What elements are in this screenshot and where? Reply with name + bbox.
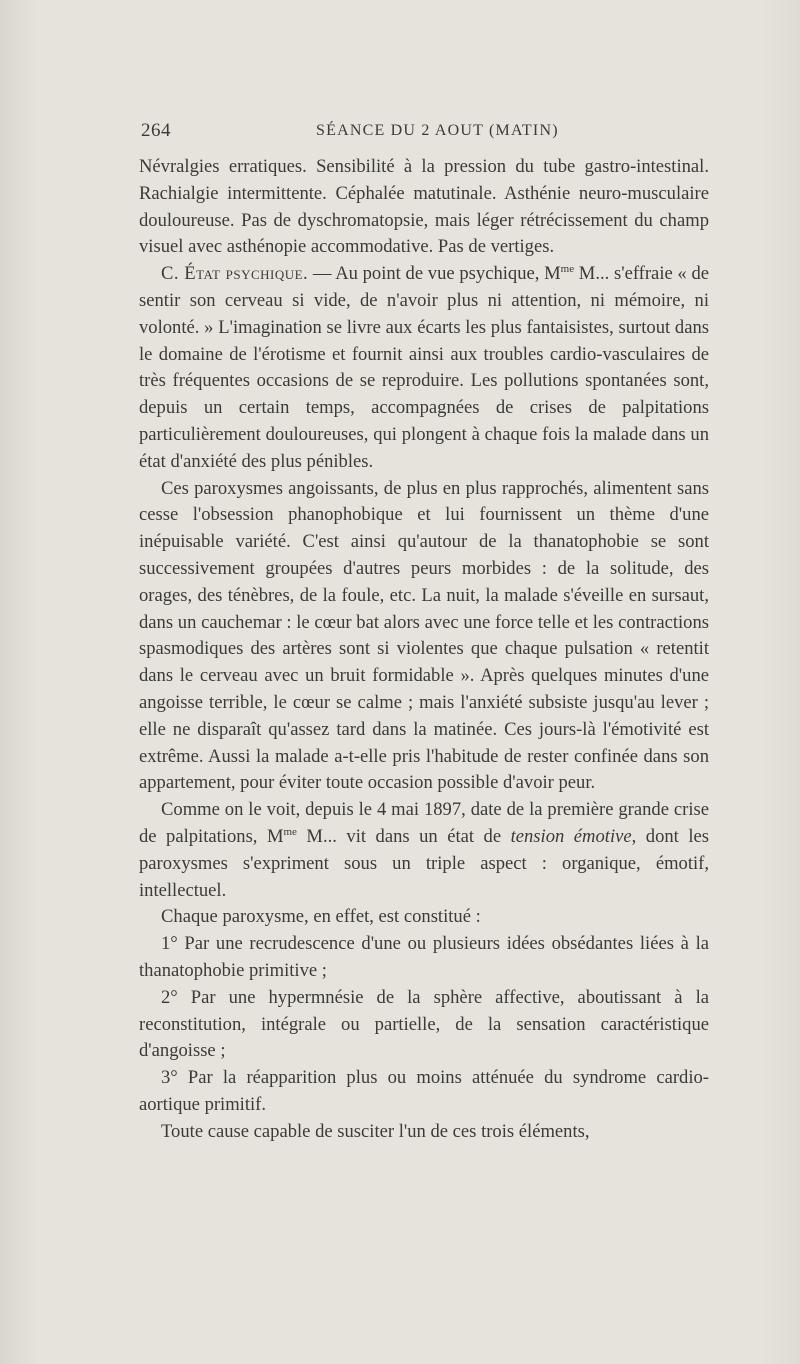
page-header — [141, 120, 709, 144]
paragraph-text: M... vit dans un état de — [296, 825, 511, 847]
paragraph-text: Comme on le voit, depuis le 4 mai 1897, date de la première grande crise de palpitations, M — [139, 799, 709, 847]
paragraph-symptoms: Névralgies erratiques. Sensibilité à la pression du tube gastro-intestinal. Rachialgie intermittente. Céphalée matutinale. Asthénie neuro-musculaire douloureuse. Pas de dyschromatopsie, mais léger rétrécissement du champ visuel avec asthénopie accommodative. Pas de vertiges. — [139, 156, 709, 258]
running-title: SÉANCE DU 2 AOUT (MATIN) — [316, 122, 559, 139]
list-item-3: 3° Par la réapparition plus ou moins atténuée du syndrome cardio-aortique primitif. — [139, 1067, 709, 1115]
superscript: me — [560, 263, 575, 276]
paragraph-tension — [139, 797, 709, 904]
italic-term: tension émotive — [510, 825, 632, 847]
list-item-2: 2° Par une hypermnésie de la sphère affective, aboutissant à la reconstitution, intégrale ou partielle, de la sensation caractéristique d'angoisse ; — [139, 986, 709, 1062]
section-label: C. État psychique. — [161, 263, 309, 285]
body-text — [139, 154, 709, 1145]
paragraph-final: Toute cause capable de susciter l'un de ces trois éléments, — [161, 1120, 590, 1142]
paragraph-text: , dont les paroxysmes s'expriment sous un triple aspect : organique, émotif, intellectuel. — [139, 825, 709, 901]
paragraph-text: M... s'effraie « de sentir son cerveau si vide, de n'avoir plus ni attention, ni mémoire, ni volonté. » L'imagination se livre aux écarts les plus fantaisistes, surtout dans le domaine de l'érotisme et fournit ainsi aux troubles cardio-vasculaires de très fréquentes occasions de se reproduire. Les pollutions spontanées sont, depuis un certain temps, accompagnées de crises de palpitations particulièrement douloureuses, qui plongent à chaque fois la malade dans un état d'anxiété des plus pénibles. — [139, 263, 709, 472]
list-item-1: 1° Par une recrudescence d'une ou plusieurs idées obsédantes liées à la thanatophobie primitive ; — [139, 933, 709, 981]
paragraph-psychic-state — [139, 261, 709, 475]
paragraph-text: — Au point de vue psychique, M — [308, 263, 561, 285]
superscript: me — [283, 825, 297, 838]
paragraph-paroxysms: Ces paroxysmes angoissants, de plus en plus rapprochés, alimentent sans cesse l'obsession phanophobique et lui fournissent un thème d'une inépuisable variété. C'est ainsi qu'autour de la thanatophobie se sont successivement groupées d'autres peurs morbides : de la solitude, des orages, des ténèbres, de la foule, etc. La nuit, la malade s'éveille en sursaut, dans un cauchemar : le cœur bat alors avec une force telle et les contractions spasmodiques des artères sont si violentes que chaque pulsation « retentit dans le cerveau avec un bruit formidable ». Après quelques minutes d'une angoisse terrible, le cœur se calme ; mais l'anxiété subsiste jusqu'au lever ; elle ne disparaît qu'assez tard dans la matinée. Ces jours-là l'émotivité est extrême. Aussi la malade a-t-elle pris l'habitude de rester confinée dans son appartement, pour éviter toute occasion possible d'avoir peur. — [139, 477, 709, 794]
paragraph-constitution: Chaque paroxysme, en effet, est constitué : — [161, 906, 481, 928]
page-number: 264 — [141, 120, 171, 141]
